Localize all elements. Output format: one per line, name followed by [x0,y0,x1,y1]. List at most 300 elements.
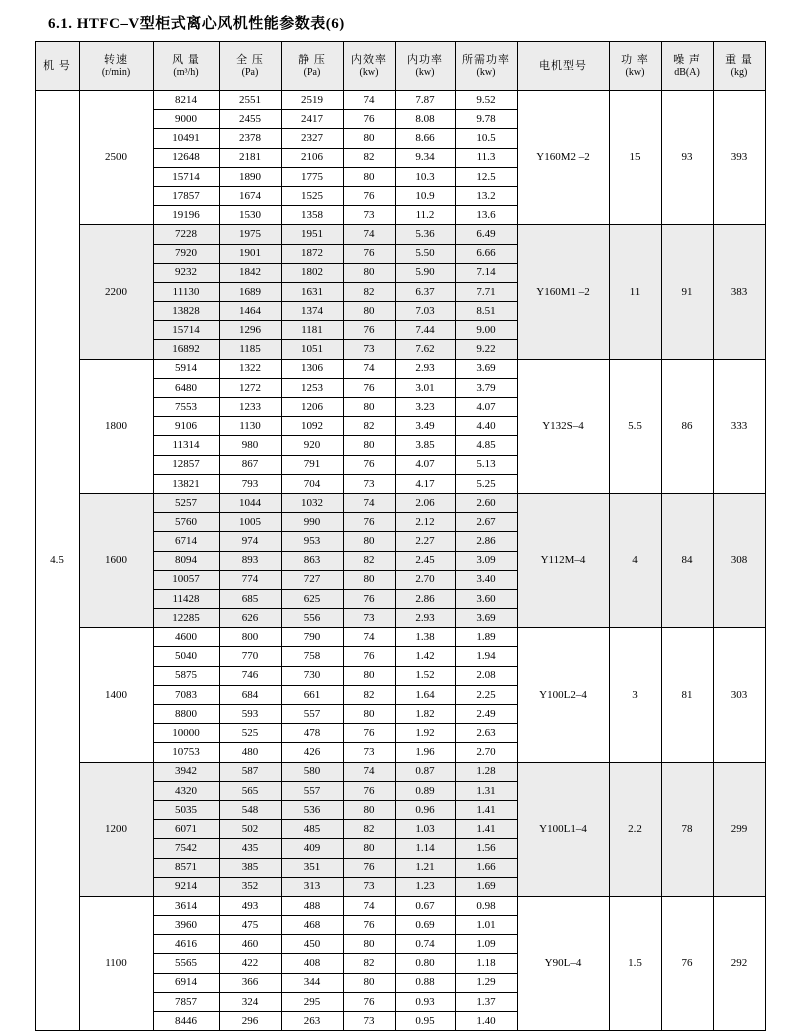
cell-internal-power: 4.17 [395,474,455,493]
cell-total-pressure: 2378 [219,129,281,148]
cell-internal-power: 2.12 [395,513,455,532]
cell-internal-power: 1.64 [395,685,455,704]
cell-efficiency: 74 [343,359,395,378]
column-header-6 [395,42,455,91]
cell-required-power: 1.56 [455,839,517,858]
cell-efficiency: 73 [343,340,395,359]
cell-required-power: 1.29 [455,973,517,992]
cell-required-power: 7.71 [455,282,517,301]
cell-static-pressure: 1775 [281,167,343,186]
cell-efficiency: 80 [343,839,395,858]
cell-total-pressure: 324 [219,992,281,1011]
column-header-line2: (m³/h) [173,66,199,78]
cell-internal-power: 1.92 [395,724,455,743]
cell-internal-power: 2.86 [395,589,455,608]
cell-flow: 12648 [153,148,219,167]
motor-power-cell: 1.5 [609,896,661,1030]
cell-internal-power: 0.74 [395,935,455,954]
cell-efficiency: 73 [343,474,395,493]
cell-efficiency: 76 [343,244,395,263]
cell-total-pressure: 352 [219,877,281,896]
cell-efficiency: 80 [343,436,395,455]
cell-total-pressure: 593 [219,705,281,724]
column-header-line1: 噪 声 [673,53,701,66]
cell-static-pressure: 426 [281,743,343,762]
cell-total-pressure: 385 [219,858,281,877]
cell-total-pressure: 1901 [219,244,281,263]
cell-internal-power: 6.37 [395,282,455,301]
cell-flow: 13828 [153,302,219,321]
column-header-line1: 转速 [104,53,128,66]
cell-efficiency: 80 [343,302,395,321]
cell-efficiency: 73 [343,206,395,225]
cell-efficiency: 80 [343,705,395,724]
cell-efficiency: 76 [343,186,395,205]
cell-internal-power: 5.50 [395,244,455,263]
noise-cell: 86 [661,359,713,493]
cell-static-pressure: 1253 [281,378,343,397]
cell-flow: 19196 [153,206,219,225]
cell-required-power: 6.66 [455,244,517,263]
cell-flow: 15714 [153,321,219,340]
column-header-line1: 全 压 [236,53,264,66]
cell-required-power: 2.67 [455,513,517,532]
cell-flow: 10000 [153,724,219,743]
cell-required-power: 1.40 [455,1012,517,1031]
cell-total-pressure: 893 [219,551,281,570]
speed-cell: 1400 [79,628,153,762]
cell-internal-power: 1.23 [395,877,455,896]
cell-static-pressure: 920 [281,436,343,455]
cell-efficiency: 76 [343,378,395,397]
cell-flow: 6480 [153,378,219,397]
cell-efficiency: 74 [343,493,395,512]
cell-static-pressure: 450 [281,935,343,954]
cell-static-pressure: 557 [281,705,343,724]
cell-efficiency: 74 [343,628,395,647]
cell-efficiency: 80 [343,398,395,417]
cell-total-pressure: 2181 [219,148,281,167]
column-header-10 [661,42,713,91]
cell-flow: 8214 [153,91,219,110]
cell-required-power: 1.31 [455,781,517,800]
motor-model-cell: Y132S–4 [517,359,609,493]
cell-static-pressure: 344 [281,973,343,992]
cell-required-power: 3.79 [455,378,517,397]
cell-total-pressure: 548 [219,800,281,819]
cell-required-power: 2.60 [455,493,517,512]
cell-internal-power: 0.89 [395,781,455,800]
cell-total-pressure: 1975 [219,225,281,244]
cell-efficiency: 76 [343,647,395,666]
speed-cell: 1800 [79,359,153,493]
cell-required-power: 9.00 [455,321,517,340]
cell-required-power: 3.40 [455,570,517,589]
cell-static-pressure: 1358 [281,206,343,225]
cell-flow: 3614 [153,896,219,915]
cell-total-pressure: 475 [219,916,281,935]
cell-required-power: 3.60 [455,589,517,608]
cell-internal-power: 2.06 [395,493,455,512]
cell-static-pressure: 2106 [281,148,343,167]
cell-static-pressure: 468 [281,916,343,935]
cell-required-power: 1.09 [455,935,517,954]
cell-flow: 11314 [153,436,219,455]
table-row [35,896,765,915]
cell-flow: 3960 [153,916,219,935]
cell-internal-power: 3.85 [395,436,455,455]
cell-static-pressure: 791 [281,455,343,474]
cell-static-pressure: 485 [281,820,343,839]
cell-required-power: 1.18 [455,954,517,973]
cell-total-pressure: 626 [219,609,281,628]
table-row [35,628,765,647]
cell-efficiency: 73 [343,877,395,896]
cell-flow: 6914 [153,973,219,992]
cell-internal-power: 1.42 [395,647,455,666]
cell-flow: 17857 [153,186,219,205]
cell-efficiency: 82 [343,417,395,436]
table-row [35,762,765,781]
cell-required-power: 9.78 [455,110,517,129]
column-header-line1: 功 率 [621,53,649,66]
cell-static-pressure: 730 [281,666,343,685]
cell-total-pressure: 1272 [219,378,281,397]
cell-total-pressure: 1842 [219,263,281,282]
cell-required-power: 2.63 [455,724,517,743]
column-header-line1: 机 号 [43,59,71,72]
cell-required-power: 7.14 [455,263,517,282]
cell-static-pressure: 295 [281,992,343,1011]
weight-cell: 308 [713,493,765,627]
motor-power-cell: 2.2 [609,762,661,896]
cell-flow: 8800 [153,705,219,724]
cell-internal-power: 0.69 [395,916,455,935]
column-header-line2: (kw) [415,66,435,78]
cell-required-power: 3.69 [455,609,517,628]
cell-efficiency: 82 [343,685,395,704]
column-header-9 [609,42,661,91]
cell-flow: 6071 [153,820,219,839]
cell-flow: 11130 [153,282,219,301]
cell-total-pressure: 1044 [219,493,281,512]
cell-efficiency: 76 [343,110,395,129]
cell-efficiency: 73 [343,1012,395,1031]
weight-cell: 299 [713,762,765,896]
noise-cell: 81 [661,628,713,762]
column-header-8 [517,42,609,91]
cell-internal-power: 0.88 [395,973,455,992]
cell-internal-power: 8.08 [395,110,455,129]
cell-total-pressure: 502 [219,820,281,839]
noise-cell: 91 [661,225,713,359]
cell-total-pressure: 980 [219,436,281,455]
cell-required-power: 5.13 [455,455,517,474]
cell-static-pressure: 1631 [281,282,343,301]
cell-internal-power: 10.3 [395,167,455,186]
table-body [35,91,765,1031]
column-header-line1: 内效率 [351,53,387,66]
cell-internal-power: 2.93 [395,359,455,378]
cell-internal-power: 1.03 [395,820,455,839]
cell-internal-power: 0.80 [395,954,455,973]
cell-internal-power: 2.27 [395,532,455,551]
cell-required-power: 2.25 [455,685,517,704]
motor-model-cell: Y160M2 –2 [517,91,609,225]
cell-efficiency: 76 [343,455,395,474]
cell-static-pressure: 409 [281,839,343,858]
column-header-line1: 风 量 [172,53,200,66]
table-header [35,42,765,91]
cell-flow: 9000 [153,110,219,129]
cell-total-pressure: 1130 [219,417,281,436]
cell-total-pressure: 1674 [219,186,281,205]
cell-static-pressure: 790 [281,628,343,647]
cell-required-power: 3.69 [455,359,517,378]
cell-total-pressure: 565 [219,781,281,800]
cell-flow: 7857 [153,992,219,1011]
cell-static-pressure: 1525 [281,186,343,205]
cell-efficiency: 74 [343,225,395,244]
cell-flow: 9106 [153,417,219,436]
cell-required-power: 4.07 [455,398,517,417]
cell-required-power: 2.70 [455,743,517,762]
cell-flow: 7553 [153,398,219,417]
cell-efficiency: 80 [343,570,395,589]
fan-performance-table [35,41,766,1031]
cell-efficiency: 76 [343,513,395,532]
cell-total-pressure: 525 [219,724,281,743]
cell-flow: 10491 [153,129,219,148]
cell-required-power: 9.22 [455,340,517,359]
column-header-2 [153,42,219,91]
cell-static-pressure: 704 [281,474,343,493]
cell-internal-power: 4.07 [395,455,455,474]
cell-static-pressure: 1872 [281,244,343,263]
cell-total-pressure: 1005 [219,513,281,532]
weight-cell: 333 [713,359,765,493]
cell-flow: 5257 [153,493,219,512]
cell-total-pressure: 1530 [219,206,281,225]
cell-static-pressure: 313 [281,877,343,896]
cell-total-pressure: 793 [219,474,281,493]
motor-power-cell: 4 [609,493,661,627]
cell-internal-power: 1.82 [395,705,455,724]
cell-total-pressure: 422 [219,954,281,973]
cell-internal-power: 5.90 [395,263,455,282]
cell-internal-power: 1.21 [395,858,455,877]
cell-static-pressure: 1051 [281,340,343,359]
motor-power-cell: 3 [609,628,661,762]
cell-flow: 6714 [153,532,219,551]
cell-total-pressure: 296 [219,1012,281,1031]
cell-internal-power: 0.93 [395,992,455,1011]
cell-internal-power: 2.45 [395,551,455,570]
cell-flow: 9232 [153,263,219,282]
weight-cell: 383 [713,225,765,359]
cell-static-pressure: 1032 [281,493,343,512]
cell-total-pressure: 1464 [219,302,281,321]
cell-total-pressure: 684 [219,685,281,704]
cell-static-pressure: 1306 [281,359,343,378]
cell-internal-power: 7.62 [395,340,455,359]
cell-internal-power: 0.96 [395,800,455,819]
cell-efficiency: 82 [343,820,395,839]
cell-static-pressure: 2417 [281,110,343,129]
column-header-11 [713,42,765,91]
column-header-3 [219,42,281,91]
cell-efficiency: 80 [343,973,395,992]
cell-static-pressure: 1802 [281,263,343,282]
cell-flow: 7542 [153,839,219,858]
cell-required-power: 1.41 [455,800,517,819]
column-header-0 [35,42,79,91]
cell-efficiency: 82 [343,551,395,570]
cell-internal-power: 0.87 [395,762,455,781]
cell-total-pressure: 1890 [219,167,281,186]
cell-internal-power: 1.96 [395,743,455,762]
motor-model-cell: Y160M1 –2 [517,225,609,359]
cell-flow: 7228 [153,225,219,244]
cell-flow: 7083 [153,685,219,704]
cell-required-power: 8.51 [455,302,517,321]
cell-total-pressure: 460 [219,935,281,954]
cell-static-pressure: 2327 [281,129,343,148]
speed-cell: 1200 [79,762,153,896]
cell-internal-power: 5.36 [395,225,455,244]
cell-required-power: 2.49 [455,705,517,724]
column-header-7 [455,42,517,91]
table-row [35,91,765,110]
weight-cell: 393 [713,91,765,225]
cell-flow: 10753 [153,743,219,762]
cell-required-power: 5.25 [455,474,517,493]
noise-cell: 76 [661,896,713,1030]
cell-total-pressure: 685 [219,589,281,608]
cell-flow: 4600 [153,628,219,647]
cell-flow: 5875 [153,666,219,685]
column-header-line2: (Pa) [303,66,321,78]
cell-static-pressure: 2519 [281,91,343,110]
cell-flow: 4320 [153,781,219,800]
cell-required-power: 2.86 [455,532,517,551]
table-row [35,225,765,244]
cell-internal-power: 10.9 [395,186,455,205]
column-header-line2: (r/min) [101,66,131,78]
cell-required-power: 1.66 [455,858,517,877]
cell-internal-power: 7.87 [395,91,455,110]
motor-power-cell: 5.5 [609,359,661,493]
cell-static-pressure: 351 [281,858,343,877]
cell-flow: 5914 [153,359,219,378]
cell-efficiency: 76 [343,992,395,1011]
cell-internal-power: 2.93 [395,609,455,628]
cell-static-pressure: 1181 [281,321,343,340]
cell-efficiency: 74 [343,762,395,781]
cell-static-pressure: 863 [281,551,343,570]
noise-cell: 78 [661,762,713,896]
cell-internal-power: 3.01 [395,378,455,397]
cell-internal-power: 7.03 [395,302,455,321]
speed-cell: 2200 [79,225,153,359]
cell-required-power: 11.3 [455,148,517,167]
cell-static-pressure: 488 [281,896,343,915]
cell-efficiency: 80 [343,800,395,819]
cell-total-pressure: 974 [219,532,281,551]
cell-flow: 5040 [153,647,219,666]
cell-flow: 3942 [153,762,219,781]
cell-efficiency: 80 [343,263,395,282]
column-header-line2: (Pa) [241,66,259,78]
cell-total-pressure: 746 [219,666,281,685]
cell-efficiency: 82 [343,954,395,973]
cell-static-pressure: 478 [281,724,343,743]
cell-internal-power: 1.38 [395,628,455,647]
cell-required-power: 0.98 [455,896,517,915]
cell-efficiency: 76 [343,781,395,800]
column-header-line1: 所需功率 [462,53,510,66]
cell-efficiency: 76 [343,916,395,935]
cell-internal-power: 3.23 [395,398,455,417]
cell-flow: 8094 [153,551,219,570]
cell-internal-power: 1.52 [395,666,455,685]
noise-cell: 84 [661,493,713,627]
cell-total-pressure: 1233 [219,398,281,417]
cell-flow: 15714 [153,167,219,186]
cell-efficiency: 80 [343,532,395,551]
cell-total-pressure: 587 [219,762,281,781]
cell-required-power: 1.28 [455,762,517,781]
column-header-line2: (kw) [625,66,645,78]
cell-flow: 10057 [153,570,219,589]
cell-static-pressure: 536 [281,800,343,819]
table-row [35,493,765,512]
cell-internal-power: 7.44 [395,321,455,340]
cell-static-pressure: 263 [281,1012,343,1031]
cell-efficiency: 80 [343,167,395,186]
cell-static-pressure: 1951 [281,225,343,244]
machine-number-cell: 4.5 [35,91,79,1031]
page-title: 6.1. HTFC–V型柜式离心风机性能参数表(6) [48,16,345,32]
cell-static-pressure: 953 [281,532,343,551]
cell-required-power: 4.40 [455,417,517,436]
cell-flow: 13821 [153,474,219,493]
cell-efficiency: 82 [343,148,395,167]
cell-internal-power: 11.2 [395,206,455,225]
cell-required-power: 1.37 [455,992,517,1011]
cell-flow: 4616 [153,935,219,954]
cell-static-pressure: 1092 [281,417,343,436]
cell-required-power: 1.89 [455,628,517,647]
cell-required-power: 2.08 [455,666,517,685]
cell-required-power: 9.52 [455,91,517,110]
cell-flow: 11428 [153,589,219,608]
cell-static-pressure: 557 [281,781,343,800]
cell-total-pressure: 774 [219,570,281,589]
cell-total-pressure: 800 [219,628,281,647]
cell-efficiency: 80 [343,129,395,148]
cell-flow: 5565 [153,954,219,973]
cell-flow: 7920 [153,244,219,263]
cell-flow: 5035 [153,800,219,819]
column-header-4 [281,42,343,91]
cell-total-pressure: 366 [219,973,281,992]
cell-flow: 5760 [153,513,219,532]
column-header-line1: 电机型号 [539,59,587,72]
cell-total-pressure: 480 [219,743,281,762]
motor-model-cell: Y90L–4 [517,896,609,1030]
column-header-line2: (kw) [476,66,496,78]
